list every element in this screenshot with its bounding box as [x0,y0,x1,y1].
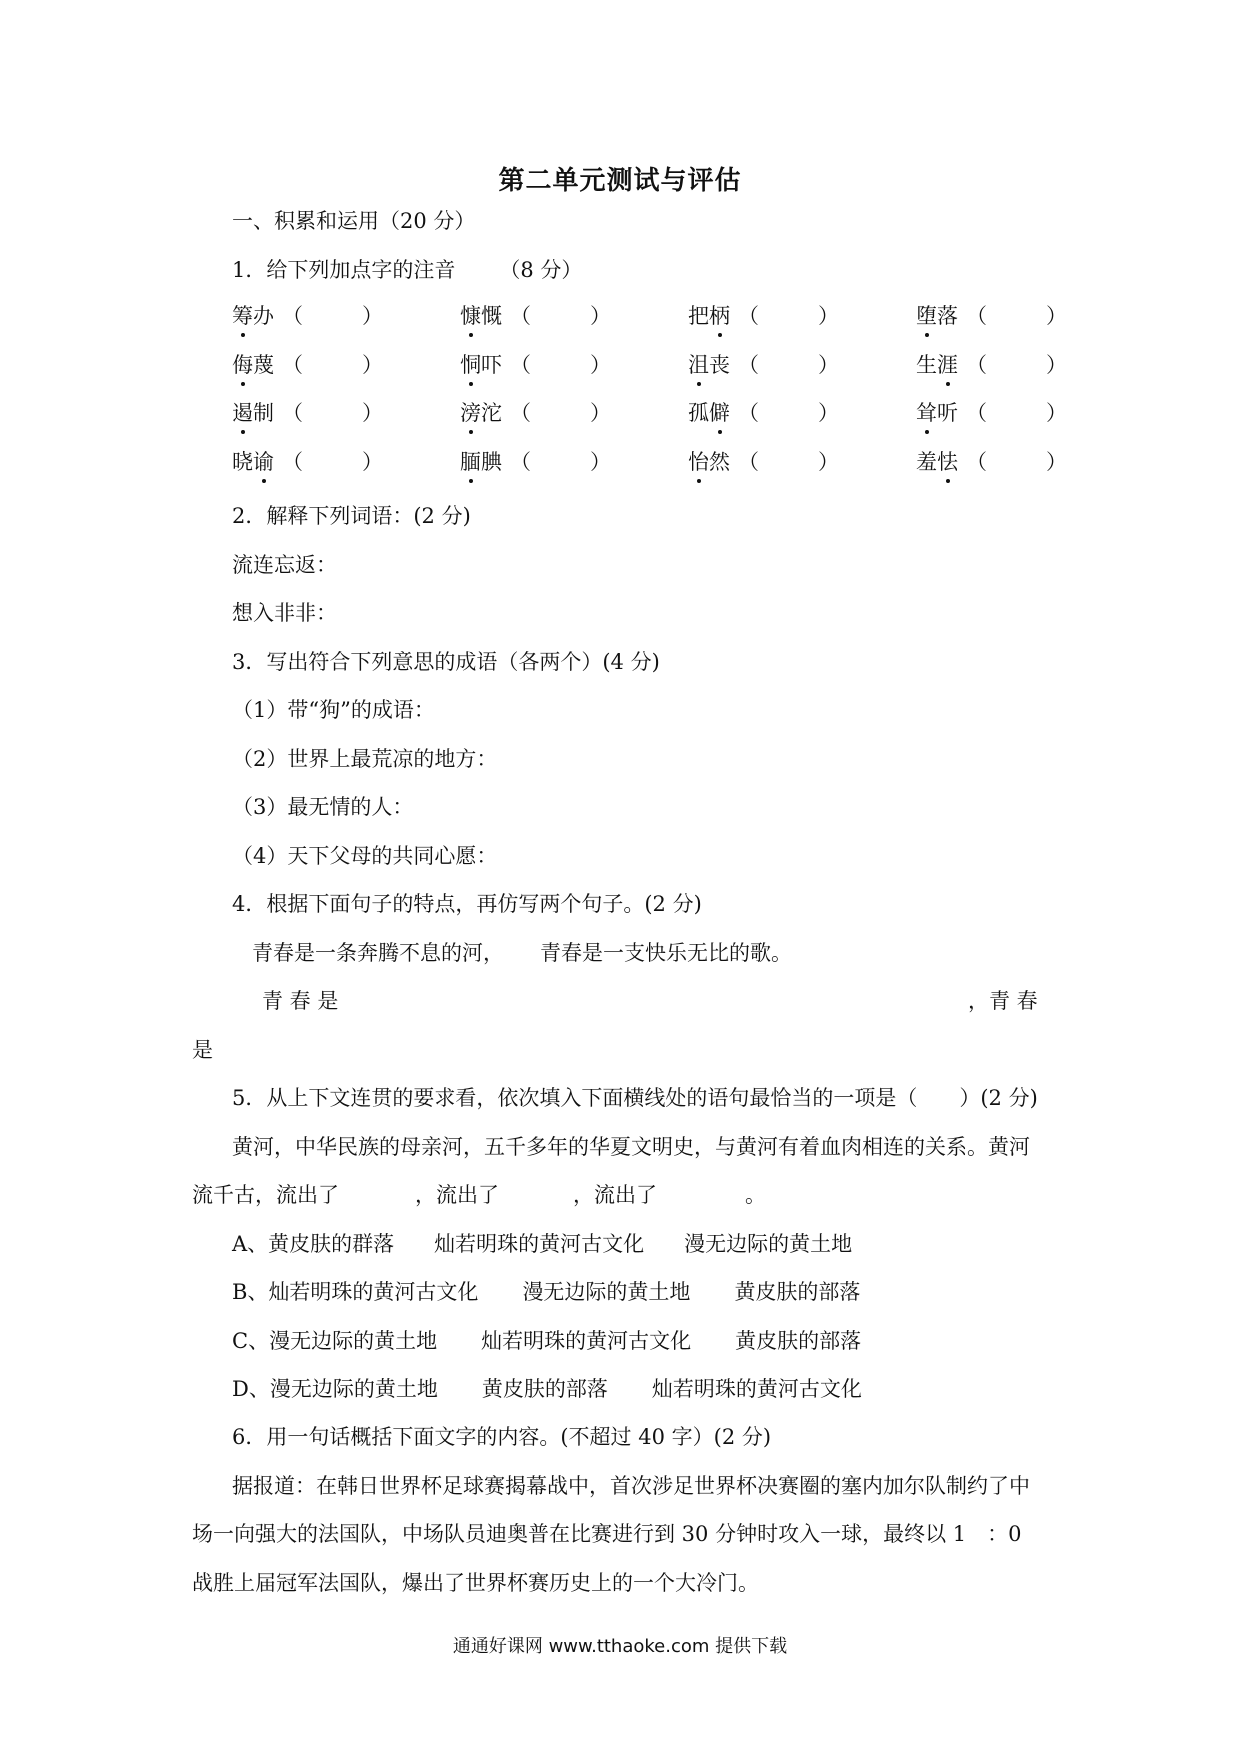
q3-item: （1）带“狗”的成语： [232,698,435,722]
word-char: 腆 [481,450,502,474]
option-phrase: 漫无边际的黄土地 [269,1377,438,1401]
answer-blank-open: （ [966,304,987,328]
pinyin-word [460,300,502,330]
option-phrase: 黄皮肤的群落 [268,1232,395,1256]
q5-option [232,1374,862,1404]
answer-blank-open: （ [966,450,987,474]
word-char: 办 [253,304,274,328]
answer-blank-open: （ [738,353,759,377]
q4-blank-b: ，青 春 [968,989,1038,1013]
answer-blank-open: （ [282,304,303,328]
q6-passage-line: 战胜上届冠军法国队，爆出了世界杯赛历史上的一个大冷门。 [192,1571,759,1595]
pinyin-word [232,446,274,476]
q1-score: （8 分） [499,258,583,282]
word-char: 然 [709,450,730,474]
word-char: 落 [937,304,958,328]
answer-blank-close: ） [362,450,383,474]
q1-stem [232,255,582,285]
answer-blank-close: ） [1046,304,1067,328]
pinyin-item [460,349,650,381]
q3-stem: 3．写出符合下列意思的成语（各两个）(4 分) [232,650,660,674]
footer-credit: 通通好课网 www.tthaoke.com 提供下载 [452,1636,788,1657]
option-phrase: 漫无边际的黄土地 [269,1329,438,1353]
pinyin-item [688,446,878,478]
dotted-char: 耸 [916,397,937,427]
pinyin-item [916,446,1106,478]
option-phrase: 灿若明珠的黄河古文化 [651,1377,862,1401]
dotted-char: 怯 [937,446,958,476]
pinyin-word [688,349,730,379]
answer-blank-close: ） [590,401,611,425]
answer-blank-close: ） [590,353,611,377]
pinyin-item [232,300,422,332]
answer-blank-open: （ [282,353,303,377]
pinyin-word [916,446,958,476]
pinyin-item [460,446,650,478]
pinyin-item [916,397,1106,429]
option-phrase: 黄皮肤的部落 [734,1280,861,1304]
q4-example-b: 青春是一支快乐无比的歌。 [540,941,792,965]
word-char: 沱 [481,401,502,425]
pinyin-word [688,300,730,330]
option-label: B、 [232,1280,269,1304]
answer-blank-close: ） [590,304,611,328]
dotted-char: 遏 [232,397,253,427]
q2-item: 想入非非： [232,601,337,625]
answer-blank-open: （ [966,353,987,377]
q5-stem: 5．从上下文连贯的要求看，依次填入下面横线处的语句最恰当的一项是（ ）(2 分) [232,1086,1038,1110]
word-char: 蔑 [253,353,274,377]
word-char: 把 [688,304,709,328]
answer-blank-open: （ [738,401,759,425]
pinyin-item [916,300,1106,332]
dotted-char: 堕 [916,300,937,330]
pinyin-word [232,397,274,427]
option-label: A、 [232,1232,269,1256]
answer-blank-close: ） [590,450,611,474]
pinyin-item [232,397,422,429]
pinyin-item [688,397,878,429]
option-phrase: 漫无边际的黄土地 [684,1232,853,1256]
page-title: 第二单元测试与评估 [498,166,742,196]
pinyin-word [688,446,730,476]
dotted-char: 滂 [460,397,481,427]
option-phrase: 黄皮肤的部落 [735,1329,862,1353]
word-char: 听 [937,401,958,425]
option-label: D、 [232,1377,270,1401]
q6-passage-line: 据报道：在韩日世界杯足球赛揭幕战中，首次涉足世界杯决赛圈的塞内加尔队制约了中 [232,1474,1030,1498]
answer-blank-close: ） [818,353,839,377]
answer-blank-close: ） [362,353,383,377]
dotted-char: 慷 [460,300,481,330]
answer-blank-close: ） [818,304,839,328]
q3-item: （4）天下父母的共同心愿： [232,844,498,868]
q2-item: 流连忘返： [232,553,337,577]
word-char: 制 [253,401,274,425]
pinyin-word [232,300,274,330]
q5-option [232,1326,861,1356]
q4-example [252,938,792,968]
q5-passage-seg: ，流出了 [415,1183,499,1207]
q5-passage-seg: 。 [745,1183,766,1207]
answer-blank-close: ） [362,401,383,425]
pinyin-item [232,349,422,381]
answer-blank-open: （ [282,450,303,474]
dotted-char: 柄 [709,300,730,330]
dotted-char: 怡 [688,446,709,476]
word-char: 丧 [709,353,730,377]
pinyin-item [460,300,650,332]
word-char: 孤 [688,401,709,425]
pinyin-word [460,446,502,476]
option-phrase: 灿若明珠的黄河古文化 [268,1280,479,1304]
dotted-char: 筹 [232,300,253,330]
q4-stem: 4．根据下面句子的特点，再仿写两个句子。(2 分) [232,892,702,916]
pinyin-word [460,397,502,427]
section-heading: 一、积累和运用（20 分） [232,209,476,233]
dotted-char: 涯 [937,349,958,379]
pinyin-word [916,349,958,379]
answer-blank-open: （ [738,304,759,328]
word-char: 晓 [232,450,253,474]
answer-blank-close: ） [1046,401,1067,425]
answer-blank-open: （ [510,304,531,328]
q5-option [232,1277,860,1307]
answer-blank-open: （ [282,401,303,425]
q4-blank-a: 青 春 是 [262,989,339,1013]
pinyin-item [688,349,878,381]
pinyin-word [916,397,958,427]
option-label: C、 [232,1329,270,1353]
pinyin-word [232,349,274,379]
dotted-char: 腼 [460,446,481,476]
q3-item: （3）最无情的人： [232,795,414,819]
answer-blank-close: ） [1046,353,1067,377]
dotted-char: 恫 [460,349,481,379]
q5-passage-seg: 流千古，流出了 [192,1183,339,1207]
dotted-char: 沮 [688,349,709,379]
q6-stem: 6．用一句话概括下面文字的内容。(不超过 40 字）(2 分) [232,1425,772,1449]
answer-blank-open: （ [510,401,531,425]
word-char: 羞 [916,450,937,474]
q2-stem: 2．解释下列词语：(2 分) [232,504,471,528]
option-phrase: 灿若明珠的黄河古文化 [481,1329,692,1353]
answer-blank-open: （ [510,353,531,377]
q4-example-a: 青春是一条奔腾不息的河， [252,941,504,965]
pinyin-item [232,446,422,478]
pinyin-word [688,397,730,427]
q3-item: （2）世界上最荒凉的地方： [232,747,498,771]
answer-blank-close: ） [362,304,383,328]
word-char: 吓 [481,353,502,377]
q1-stem-text: 1．给下列加点字的注音 [232,258,456,282]
option-phrase: 漫无边际的黄土地 [522,1280,691,1304]
dotted-char: 谕 [253,446,274,476]
q5-option [232,1229,852,1259]
dotted-char: 侮 [232,349,253,379]
option-phrase: 灿若明珠的黄河古文化 [434,1232,645,1256]
pinyin-item [688,300,878,332]
answer-blank-close: ） [818,401,839,425]
pinyin-item [460,397,650,429]
word-char: 生 [916,353,937,377]
answer-blank-close: ） [818,450,839,474]
answer-blank-close: ） [1046,450,1067,474]
pinyin-item [916,349,1106,381]
q5-passage-line [192,1180,766,1210]
answer-blank-open: （ [738,450,759,474]
pinyin-word [916,300,958,330]
answer-blank-open: （ [966,401,987,425]
word-char: 慨 [481,304,502,328]
dotted-char: 僻 [709,397,730,427]
pinyin-word [460,349,502,379]
q5-passage-line: 黄河，中华民族的母亲河，五千多年的华夏文明史，与黄河有着血肉相连的关系。黄河 [232,1135,1030,1159]
q4-blank-c: 是 [192,1038,213,1062]
q6-passage-line: 场一向强大的法国队，中场队员迪奥普在比赛进行到 30 分钟时攻入一球，最终以 1 ：0 [192,1522,1022,1546]
q5-passage-seg: ，流出了 [573,1183,657,1207]
option-phrase: 黄皮肤的部落 [481,1377,608,1401]
answer-blank-open: （ [510,450,531,474]
